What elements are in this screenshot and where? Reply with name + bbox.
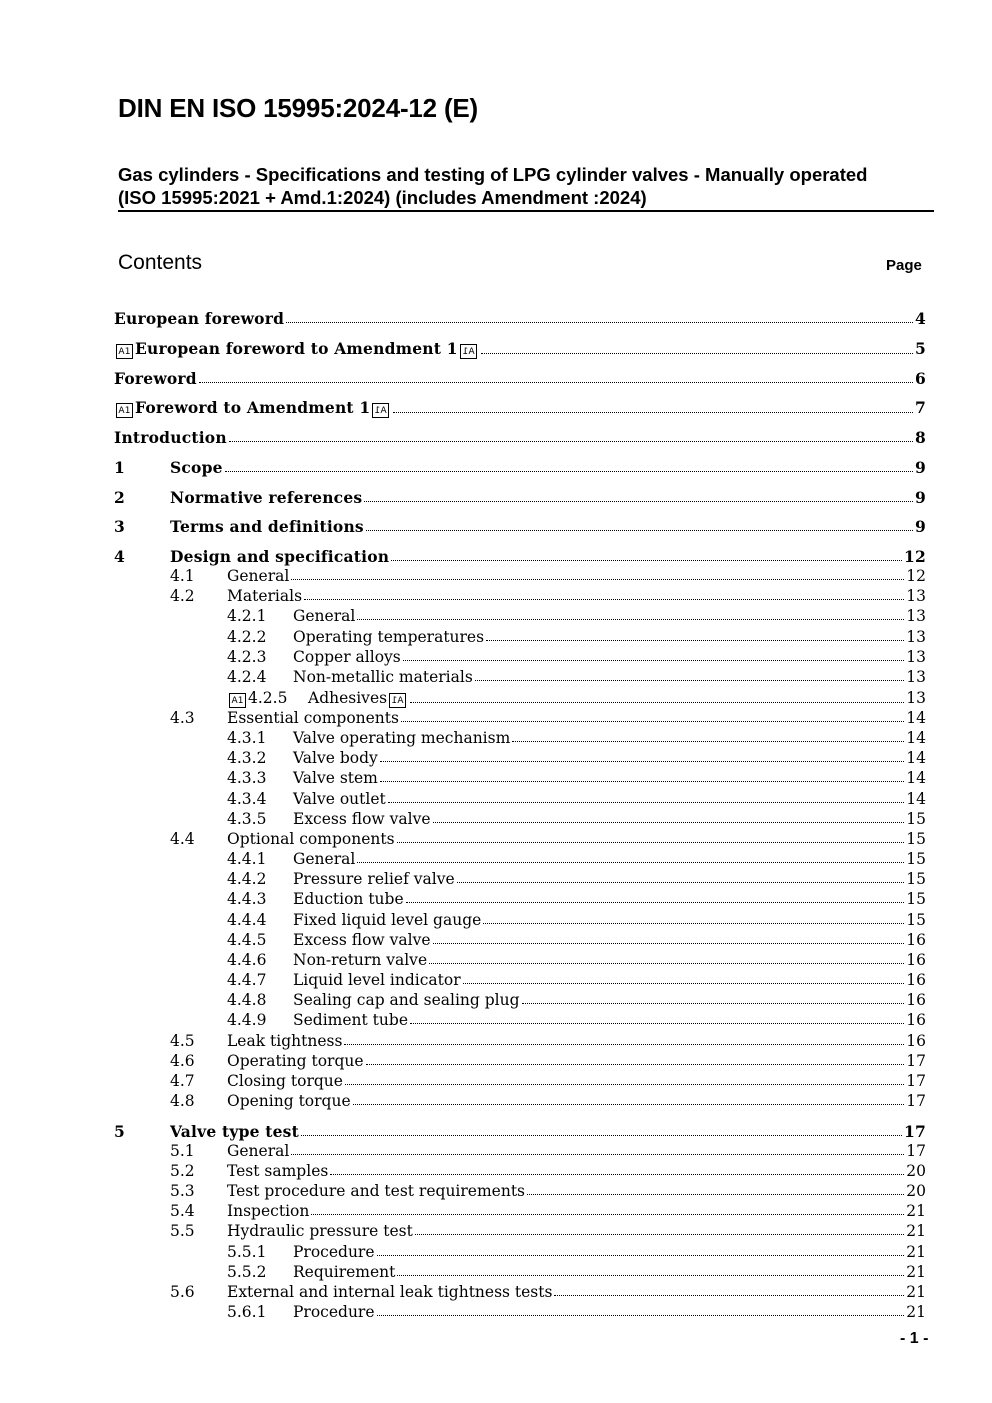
toc-entry-page: 16 [906,971,926,989]
amendment-end-icon: A1 [389,693,406,708]
toc-entry-page: 15 [906,890,926,908]
toc-entry[interactable] [227,749,926,767]
toc-entry-page: 21 [906,1202,926,1220]
toc-entry[interactable] [170,709,926,727]
toc-entry[interactable] [170,1162,926,1180]
toc-entry[interactable] [114,1122,926,1141]
toc-entry[interactable] [227,1263,926,1281]
toc-entry-title: Introduction [114,428,227,447]
toc-entry[interactable] [114,517,926,536]
toc-entry[interactable] [170,587,926,605]
toc-entry-page: 21 [906,1303,926,1321]
contents-heading: Contents [118,251,203,274]
toc-entry-page: 14 [906,709,926,727]
toc-entry[interactable] [170,1182,926,1200]
toc-entry[interactable] [227,890,926,908]
toc-dot-leader [463,983,905,984]
toc-entry-title: Terms and definitions [170,517,364,536]
toc-entry-page: 12 [906,567,926,585]
toc-entry-number: 4.3.3 [227,769,267,787]
toc-entry-number: 5.5.2 [227,1263,267,1281]
toc-entry-page: 13 [906,648,926,666]
toc-entry-number: 5.2 [170,1162,195,1180]
amendment-start-icon: A1 [229,693,246,708]
toc-entry-number: 5.6 [170,1283,195,1301]
toc-dot-leader [229,441,913,442]
toc-entry[interactable] [227,668,926,686]
toc-entry-page: 9 [915,488,926,507]
toc-entry-number: 4.4.3 [227,890,267,908]
toc-entry-number: 4.3 [170,709,195,727]
toc-entry-number: 4.5 [170,1032,195,1050]
toc-entry[interactable] [227,911,926,929]
toc-entry-title: Adhesives [308,689,388,707]
toc-entry[interactable] [114,428,926,447]
toc-entry-title: Valve stem [293,769,378,787]
toc-entry-title: Non-return valve [293,951,428,969]
toc-entry-number: 5.5.1 [227,1243,267,1261]
toc-entry-page: 15 [906,870,926,888]
toc-dot-leader [554,1295,904,1296]
toc-entry[interactable] [227,1011,926,1029]
toc-entry-title: Pressure relief valve [293,870,455,888]
toc-entry-page: 14 [906,749,926,767]
toc-entry-page: 21 [906,1263,926,1281]
toc-entry[interactable] [114,547,926,566]
toc-entry[interactable] [227,971,926,989]
toc-dot-leader [364,501,913,502]
toc-entry[interactable] [227,689,926,708]
toc-entry-title: Materials [227,587,303,605]
toc-entry-page: 14 [906,769,926,787]
page-column-heading: Page [886,257,922,274]
toc-entry[interactable] [170,830,926,848]
toc-entry-title: Test samples [227,1162,329,1180]
toc-dot-leader [304,599,904,600]
toc-entry-title: Design and specification [170,547,390,566]
toc-dot-leader [415,1234,904,1235]
amendment-start-icon: A1 [116,344,133,359]
toc-entry-title: Non-metallic materials [293,668,473,686]
toc-dot-leader [527,1194,904,1195]
toc-entry-page: 6 [915,369,926,388]
toc-entry-number: 4.2.1 [227,607,267,625]
toc-entry[interactable] [227,1303,926,1321]
page-number: - 1 - [900,1330,929,1347]
toc-dot-leader [366,530,913,531]
document-title-line-2: (ISO 15995:2021 + Amd.1:2024) (includes Amendment :2024) [118,187,647,208]
amendment-end-icon: A1 [372,403,389,418]
toc-dot-leader [291,579,904,580]
toc-entry[interactable] [227,951,926,969]
toc-dot-leader [344,1044,904,1045]
toc-dot-leader [377,1255,905,1256]
toc-entry-page: 13 [906,607,926,625]
toc-entry-number: 4.2 [170,587,195,605]
toc-dot-leader [377,1315,905,1316]
toc-entry[interactable] [170,1222,926,1240]
toc-entry-number: 5.4 [170,1202,195,1220]
toc-entry-title: Valve outlet [293,790,386,808]
toc-dot-leader [512,741,904,742]
toc-dot-leader [406,902,905,903]
toc-dot-leader [366,1064,905,1065]
toc-entry-title: General [227,1142,290,1160]
toc-dot-leader [433,943,905,944]
toc-entry[interactable] [170,1032,926,1050]
toc-dot-leader [345,1084,904,1085]
toc-entry[interactable] [227,810,926,828]
toc-entry[interactable] [227,850,926,868]
toc-entry-number: 4.2.3 [227,648,267,666]
toc-entry-page: 16 [906,951,926,969]
toc-dot-leader [330,1174,904,1175]
toc-entry-page: 9 [915,458,926,477]
toc-entry-title: Closing torque [227,1072,343,1090]
toc-dot-leader [380,781,904,782]
toc-entry[interactable] [170,1142,926,1160]
toc-dot-leader [457,882,905,883]
toc-entry-title: Sealing cap and sealing plug [293,991,520,1009]
toc-entry-page: 5 [915,339,926,358]
toc-entry-number: 3 [114,517,125,536]
toc-entry-title: Operating torque [227,1052,364,1070]
toc-entry-page: 15 [906,810,926,828]
toc-dot-leader [393,412,913,413]
toc-entry[interactable] [114,339,926,359]
toc-entry-number: 4.4 [170,830,195,848]
toc-entry-title: European foreword to Amendment 1 [135,339,458,358]
toc-entry[interactable] [227,607,926,625]
toc-entry[interactable] [170,1202,926,1220]
toc-entry-number: 4.6 [170,1052,195,1070]
toc-entry[interactable] [114,488,926,507]
document-title-line-1: Gas cylinders - Specifications and testing of LPG cylinder valves - Manually operated [118,164,868,185]
toc-entry-title: Requirement [293,1263,396,1281]
toc-dot-leader [429,963,904,964]
toc-entry-page: 21 [906,1243,926,1261]
toc-dot-leader [388,802,905,803]
toc-entry-number: 4.4.2 [227,870,267,888]
toc-entry-page: 16 [906,1011,926,1029]
toc-entry[interactable] [170,1092,926,1110]
toc-entry-title: Procedure [293,1243,375,1261]
toc-entry[interactable] [227,931,926,949]
toc-dot-leader [225,471,913,472]
toc-entry-number: 5 [114,1122,125,1141]
toc-entry-page: 7 [915,398,926,417]
toc-entry[interactable] [227,769,926,787]
toc-dot-leader [403,660,905,661]
document-id: DIN EN ISO 15995:2024-12 (E) [118,93,479,123]
toc-entry-title: Inspection [227,1202,310,1220]
toc-entry-page: 13 [906,587,926,605]
toc-dot-leader [397,842,905,843]
toc-entry-title: Valve operating mechanism [293,729,511,747]
toc-entry-title: Valve body [293,749,378,767]
toc-entry-title: General [227,567,290,585]
toc-entry-number: 4.8 [170,1092,195,1110]
toc-dot-leader [199,382,913,383]
toc-entry[interactable] [170,567,926,585]
toc-dot-leader [475,680,904,681]
toc-dot-leader [357,619,904,620]
toc-entry-page: 15 [906,911,926,929]
toc-entry-title: External and internal leak tightness tests [227,1283,553,1301]
toc-entry-page: 21 [906,1222,926,1240]
toc-entry-number: 4.4.4 [227,911,267,929]
toc-entry-number: 2 [114,488,125,507]
toc-entry-number: 5.5 [170,1222,195,1240]
toc-entry-number: 5.1 [170,1142,195,1160]
toc-dot-leader [301,1135,902,1136]
toc-entry-page: 21 [906,1283,926,1301]
toc-entry-page: 8 [915,428,926,447]
toc-entry-page: 16 [906,991,926,1009]
toc-entry[interactable] [227,790,926,808]
toc-entry[interactable] [114,309,926,328]
toc-entry-number: 4.4.5 [227,931,267,949]
toc-dot-leader [410,1023,904,1024]
toc-entry-title: Excess flow valve [293,810,431,828]
toc-entry-page: 13 [906,668,926,686]
toc-entry-number: 4.3.4 [227,790,267,808]
toc-dot-leader [483,923,904,924]
toc-entry-page: 20 [906,1182,926,1200]
toc-entry-page: 16 [906,1032,926,1050]
toc-entry-page: 17 [906,1052,926,1070]
toc-entry-page: 20 [906,1162,926,1180]
toc-entry[interactable] [227,991,926,1009]
toc-entry[interactable] [114,398,926,418]
toc-entry-page: 4 [915,309,926,328]
toc-entry[interactable] [227,648,926,666]
toc-entry-number: 1 [114,458,125,477]
amendment-end-icon: A1 [460,344,477,359]
toc-entry-number: 4.4.6 [227,951,267,969]
toc-entry[interactable] [170,1283,926,1301]
toc-entry-title: Excess flow valve [293,931,431,949]
toc-entry-title: Test procedure and test requirements [227,1182,525,1200]
toc-dot-leader [357,862,904,863]
toc-entry-title: Optional components [227,830,395,848]
toc-entry-number: 4.2.2 [227,628,267,646]
toc-entry-page: 16 [906,931,926,949]
toc-entry[interactable] [170,1072,926,1090]
toc-entry-page: 15 [906,850,926,868]
toc-entry-number: 5.3 [170,1182,195,1200]
toc-dot-leader [391,560,902,561]
toc-entry-title: Sediment tube [293,1011,408,1029]
toc-entry-title: Hydraulic pressure test [227,1222,413,1240]
toc-entry-number: 4.2.4 [227,668,267,686]
toc-entry-title: Operating temperatures [293,628,485,646]
toc-entry-title: Procedure [293,1303,375,1321]
toc-entry[interactable] [227,870,926,888]
amendment-start-icon: A1 [116,403,133,418]
toc-entry[interactable] [227,729,926,747]
toc-entry-number: 4.4.9 [227,1011,267,1029]
toc-entry-title: General [293,850,356,868]
toc-entry-number: 5.6.1 [227,1303,267,1321]
toc-entry-number: 4.3.2 [227,749,267,767]
toc-entry-title: Leak tightness [227,1032,343,1050]
toc-entry[interactable] [227,628,926,646]
toc-entry-number: 4.3.5 [227,810,267,828]
toc-dot-leader [481,353,913,354]
toc-entry-title: European foreword [114,309,285,328]
toc-entry-title: Essential components [227,709,399,727]
toc-dot-leader [401,721,904,722]
toc-dot-leader [286,322,913,323]
toc-entry[interactable] [114,458,926,477]
toc-entry-number: 4.4.7 [227,971,267,989]
toc-entry-page: 17 [906,1092,926,1110]
toc-entry-title: Copper alloys [293,648,401,666]
toc-entry-page: 17 [906,1142,926,1160]
toc-dot-leader [380,761,905,762]
toc-entry-page: 12 [904,547,926,566]
toc-entry-title: Opening torque [227,1092,351,1110]
toc-entry-number: 4.4.1 [227,850,267,868]
toc-entry-page: 9 [915,517,926,536]
toc-dot-leader [410,702,904,703]
toc-entry-title: Normative references [170,488,363,507]
toc-entry-page: 14 [906,790,926,808]
toc-entry-title: Foreword [114,369,197,388]
toc-entry-page: 15 [906,830,926,848]
toc-entry-number: 4.3.1 [227,729,267,747]
toc-entry-page: 17 [904,1122,926,1141]
toc-dot-leader [522,1003,905,1004]
toc-entry-number: 4.1 [170,567,195,585]
toc-entry-page: 17 [906,1072,926,1090]
toc-entry-page: 14 [906,729,926,747]
toc-entry-number: 4.7 [170,1072,195,1090]
toc-entry-page: 13 [906,628,926,646]
toc-entry-title: Liquid level indicator [293,971,461,989]
toc-entry-page: 13 [906,689,926,707]
toc-entry[interactable] [170,1052,926,1070]
toc-dot-leader [353,1104,905,1105]
toc-entry-number: 4.2.5 [248,689,288,707]
toc-entry[interactable] [227,1243,926,1261]
toc-entry-title: Fixed liquid level gauge [293,911,482,929]
toc-entry-title: Foreword to Amendment 1 [135,398,371,417]
toc-entry-title: Scope [170,458,223,477]
toc-entry-number: 4 [114,547,125,566]
toc-entry-title: Valve type test [170,1122,299,1141]
toc-entry-number: 4.4.8 [227,991,267,1009]
toc-dot-leader [486,640,904,641]
toc-dot-leader [433,822,905,823]
toc-entry-title: Eduction tube [293,890,404,908]
toc-dot-leader [397,1275,904,1276]
toc-dot-leader [291,1154,904,1155]
toc-entry[interactable] [114,369,926,388]
toc-entry-title: General [293,607,356,625]
toc-dot-leader [311,1214,904,1215]
